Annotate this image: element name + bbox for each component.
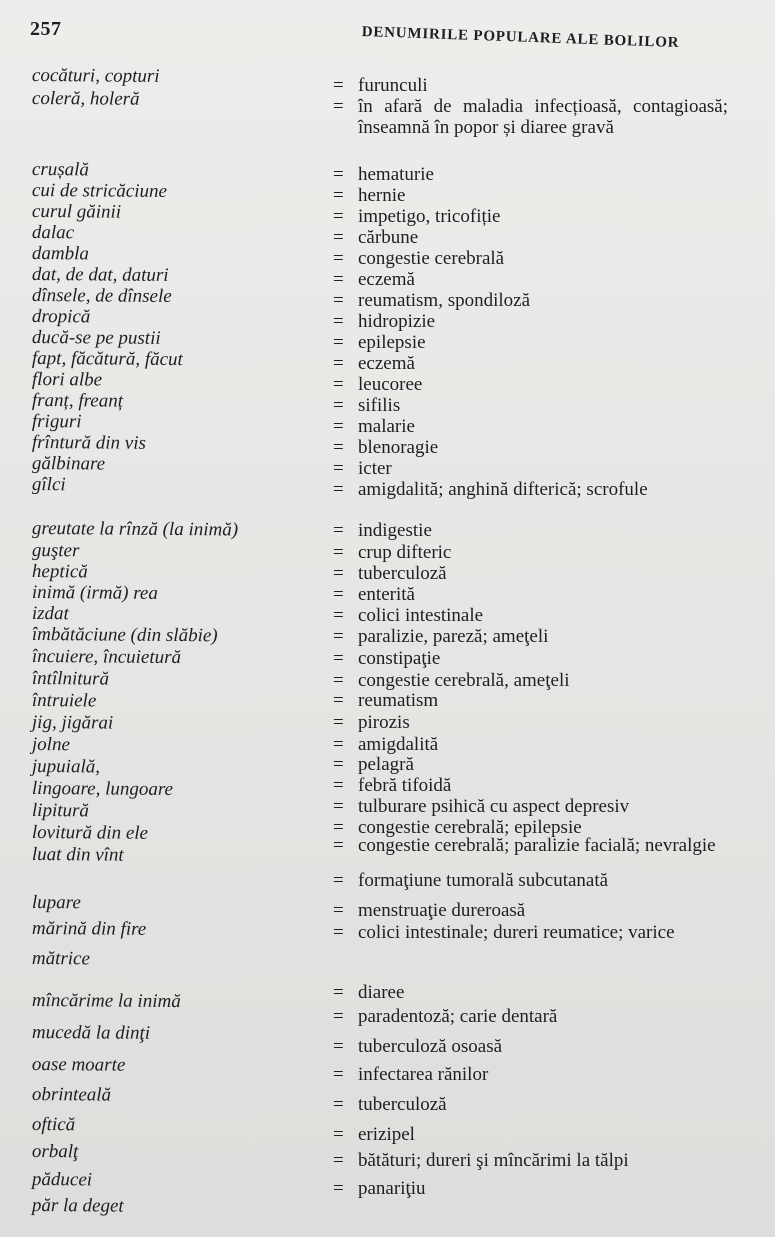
entry-term: gălbinare: [31, 453, 106, 475]
entry-definition: menstruaţie dureroasă: [358, 900, 526, 921]
equals-sign: =: [333, 1150, 344, 1171]
equals-sign: =: [333, 870, 344, 891]
equals-sign: =: [333, 670, 344, 691]
entry-term: întruiele: [31, 690, 97, 712]
entry-term: dînsele, de dînsele: [31, 285, 172, 307]
equals-sign: =: [333, 1124, 344, 1145]
entry-term: oase moarte: [31, 1054, 126, 1076]
entry-definition: pelagră: [358, 754, 414, 775]
entry-term: flori albe: [31, 369, 103, 391]
equals-sign: =: [333, 185, 344, 206]
equals-sign: =: [333, 1006, 344, 1027]
entry-definition: epilepsie: [358, 332, 426, 353]
equals-sign: =: [333, 479, 344, 500]
equals-sign: =: [333, 982, 344, 1003]
entry-definition: tuberculoză osoasă: [358, 1036, 503, 1057]
entry-definition: hernie: [358, 185, 406, 206]
equals-sign: =: [333, 374, 344, 395]
entry-definition: diaree: [358, 982, 405, 1003]
equals-sign: =: [333, 900, 344, 921]
entry-term: lovitură din ele: [31, 822, 149, 844]
entry-definition: hidropizie: [358, 311, 436, 332]
entry-definition: crup difteric: [358, 542, 452, 563]
equals-sign: =: [333, 690, 344, 711]
entry-definition: congestie cerebrală, ameţeli: [358, 670, 570, 691]
entry-definition: tuberculoză: [358, 563, 447, 584]
equals-sign: =: [333, 227, 344, 248]
running-title: DENUMIRILE POPULARE ALE BOLILOR: [361, 24, 680, 52]
entry-definition: congestie cerebrală; paralizie facială; nevralgie: [358, 835, 716, 856]
entry-definition: furunculi: [358, 75, 428, 96]
equals-sign: =: [333, 584, 344, 605]
equals-sign: =: [333, 542, 344, 563]
entry-definition: tuberculoză: [358, 1094, 447, 1115]
entry-definition: febră tifoidă: [358, 775, 452, 796]
entry-term: mucedă la dinţi: [31, 1022, 151, 1044]
entry-term: inimă (irmă) rea: [31, 582, 158, 604]
entry-definition: colici intestinale: [358, 605, 484, 626]
entry-definition: eczemă: [358, 353, 415, 374]
entry-definition: panariţiu: [358, 1178, 426, 1199]
entry-term: crușală: [31, 159, 89, 181]
entry-definition: constipaţie: [358, 648, 441, 669]
entry-term: izdat: [31, 603, 69, 625]
equals-sign: =: [333, 796, 344, 817]
equals-sign: =: [333, 290, 344, 311]
equals-sign: =: [333, 206, 344, 227]
entry-definition: cărbune: [358, 227, 419, 248]
equals-sign: =: [333, 353, 344, 374]
entry-term: întîlnitură: [31, 668, 110, 690]
entry-term: curul găinii: [31, 201, 122, 223]
equals-sign: =: [333, 922, 344, 943]
entry-definition: hematurie: [358, 164, 434, 185]
entry-definition: congestie cerebrală: [358, 248, 505, 269]
entry-term: păr la deget: [31, 1195, 124, 1217]
entry-definition: în afară de maladia infecțioasă, contagioasă; înseamnă în popor și diaree gravă: [358, 96, 728, 138]
equals-sign: =: [333, 75, 344, 96]
entry-definition: amigdalită: [358, 734, 439, 755]
equals-sign: =: [333, 605, 344, 626]
entry-term: luat din vînt: [31, 844, 124, 866]
entry-definition: leucoree: [358, 374, 423, 395]
equals-sign: =: [333, 712, 344, 733]
entry-term: orbalţ: [31, 1141, 79, 1163]
equals-sign: =: [333, 248, 344, 269]
entry-definition: impetigo, tricofiție: [358, 206, 501, 227]
entry-term: jupuială,: [31, 756, 101, 778]
entry-term: ducă-se pe pustii: [31, 327, 161, 349]
equals-sign: =: [333, 775, 344, 796]
entry-term: dalac: [31, 222, 75, 244]
equals-sign: =: [333, 416, 344, 437]
entry-term: jolne: [31, 734, 70, 756]
entry-term: fapt, făcătură, făcut: [31, 348, 183, 371]
entry-term: lupare: [31, 892, 81, 914]
entry-definition: indigestie: [358, 520, 432, 541]
entry-term: dambla: [31, 243, 89, 265]
entry-definition: erizipel: [358, 1124, 415, 1145]
equals-sign: =: [333, 648, 344, 669]
entry-definition: infectarea rănilor: [358, 1064, 489, 1085]
equals-sign: =: [333, 520, 344, 541]
page-number: 257: [30, 18, 62, 40]
equals-sign: =: [333, 1036, 344, 1057]
equals-sign: =: [333, 395, 344, 416]
entry-term: mărină din fire: [31, 918, 147, 940]
entry-term: gîlci: [31, 474, 66, 496]
entry-definition: bătături; dureri şi mîncărimi la tălpi: [358, 1150, 629, 1171]
entry-term: mîncărime la inimă: [31, 990, 181, 1013]
equals-sign: =: [333, 835, 344, 856]
entry-term: heptică: [31, 561, 88, 583]
entry-definition: eczemă: [358, 269, 415, 290]
equals-sign: =: [333, 96, 344, 117]
entry-term: friguri: [31, 411, 82, 433]
equals-sign: =: [333, 164, 344, 185]
entry-term: dropică: [31, 306, 91, 328]
equals-sign: =: [333, 332, 344, 353]
equals-sign: =: [333, 754, 344, 775]
entry-definition: amigdalită; anghină difterică; scrofule: [358, 479, 648, 500]
entry-term: cui de stricăciune: [31, 180, 168, 202]
entry-definition: blenoragie: [358, 437, 439, 458]
entry-term: frîntură din vis: [31, 432, 147, 454]
entry-definition: paradentoză; carie dentară: [358, 1006, 558, 1027]
entry-definition: icter: [358, 458, 392, 479]
entry-definition: tulburare psihică cu aspect depresiv: [358, 796, 630, 817]
equals-sign: =: [333, 1064, 344, 1085]
entry-term: lingoare, lungoare: [31, 778, 174, 800]
entry-term: coleră, holeră: [31, 88, 140, 110]
entry-term: franț, freanț: [31, 390, 124, 412]
entry-definition: pirozis: [358, 712, 410, 733]
entry-definition: congestie cerebrală; epilepsie: [358, 817, 582, 838]
equals-sign: =: [333, 437, 344, 458]
entry-term: lipitură: [31, 800, 90, 822]
equals-sign: =: [333, 626, 344, 647]
equals-sign: =: [333, 563, 344, 584]
equals-sign: =: [333, 269, 344, 290]
entry-term: cocături, copturi: [31, 65, 160, 87]
equals-sign: =: [333, 1094, 344, 1115]
entry-term: jig, jigărai: [31, 712, 114, 734]
entry-term: încuiere, încuietură: [31, 646, 182, 669]
entry-definition: paralizie, pareză; ameţeli: [358, 626, 549, 647]
entry-definition: reumatism: [358, 690, 439, 711]
equals-sign: =: [333, 458, 344, 479]
equals-sign: =: [333, 311, 344, 332]
entry-definition: colici intestinale; dureri reumatice; varice: [358, 922, 675, 943]
entry-term: mătrice: [31, 948, 91, 970]
entry-term: dat, de dat, daturi: [31, 264, 169, 286]
equals-sign: =: [333, 817, 344, 838]
entry-term: păducei: [31, 1169, 93, 1191]
entry-definition: reumatism, spondiloză: [358, 290, 531, 311]
entry-term: obrinteală: [31, 1084, 112, 1106]
equals-sign: =: [333, 734, 344, 755]
entry-term: guşter: [31, 540, 80, 562]
entry-definition: malarie: [358, 416, 415, 437]
entry-term: greutate la rînză (la inimă): [31, 518, 239, 541]
entry-definition: enterită: [358, 584, 415, 605]
entry-term: îmbătăciune (din slăbie): [31, 624, 218, 647]
entry-term: oftică: [31, 1114, 76, 1136]
equals-sign: =: [333, 1178, 344, 1199]
entry-definition: formaţiune tumorală subcutanată: [358, 870, 609, 891]
entry-definition: sifilis: [358, 395, 401, 416]
